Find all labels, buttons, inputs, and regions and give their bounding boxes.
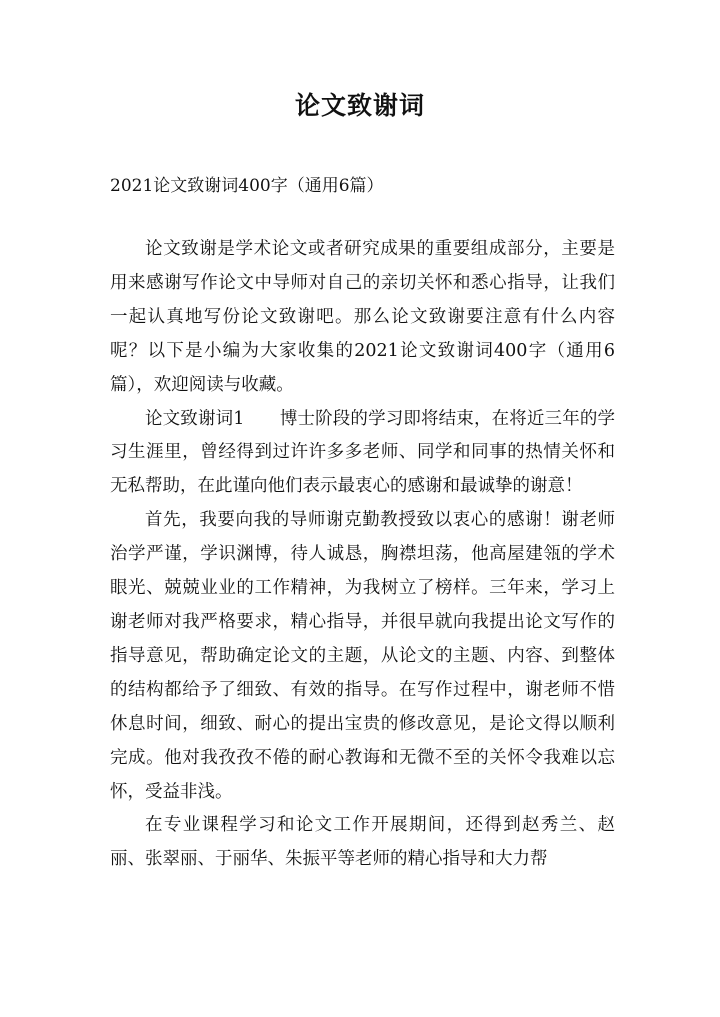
paragraph-3: 在专业课程学习和论文工作开展期间，还得到赵秀兰、赵丽、张翠丽、于丽华、朱振平等老师的精心指导和大力帮 xyxy=(110,815,615,870)
document-subtitle: 2021论文致谢词400字（通用6篇） xyxy=(110,176,384,196)
paragraph-2: 首先，我要向我的导师谢克勤教授致以衷心的感谢！谢老师治学严谨，学识渊博，待人诚恳，胸襟坦荡，他高屋建瓴的学术眼光、兢兢业业的工作精神，为我树立了榜样。三年来，学习上谢老师对我严格要求，精心指导，并很早就向我提出论文写作的指导意见，帮助确定论文的主题，从论文的主题、内容、到整体的结构都给予了细致、有效的指导。在写作过程中，谢老师不惜休息时间，细致、耐心的提出宝贵的修改意见，是论文得以顺利完成。他对我孜孜不倦的耐心教诲和无微不至的关怀令我难以忘怀，受益非浅。 xyxy=(110,510,615,802)
paragraph-intro: 论文致谢是学术论文或者研究成果的重要组成部分，主要是用来感谢写作论文中导师对自己的亲切关怀和悉心指导，让我们一起认真地写份论文致谢吧。那么论文致谢要注意有什么内容呢？以下是小编为大家收集的2021论文致谢词400字（通用6篇），欢迎阅读与收藏。 xyxy=(110,239,615,395)
document-body xyxy=(110,233,615,877)
paragraph-1: 论文致谢词1 博士阶段的学习即将结束，在将近三年的学习生涯里，曾经得到过许许多多老师、同学和同事的热情关怀和无私帮助，在此谨向他们表示最衷心的感谢和最诚挚的谢意！ xyxy=(110,408,615,497)
document-title: 论文致谢词 xyxy=(294,91,425,120)
